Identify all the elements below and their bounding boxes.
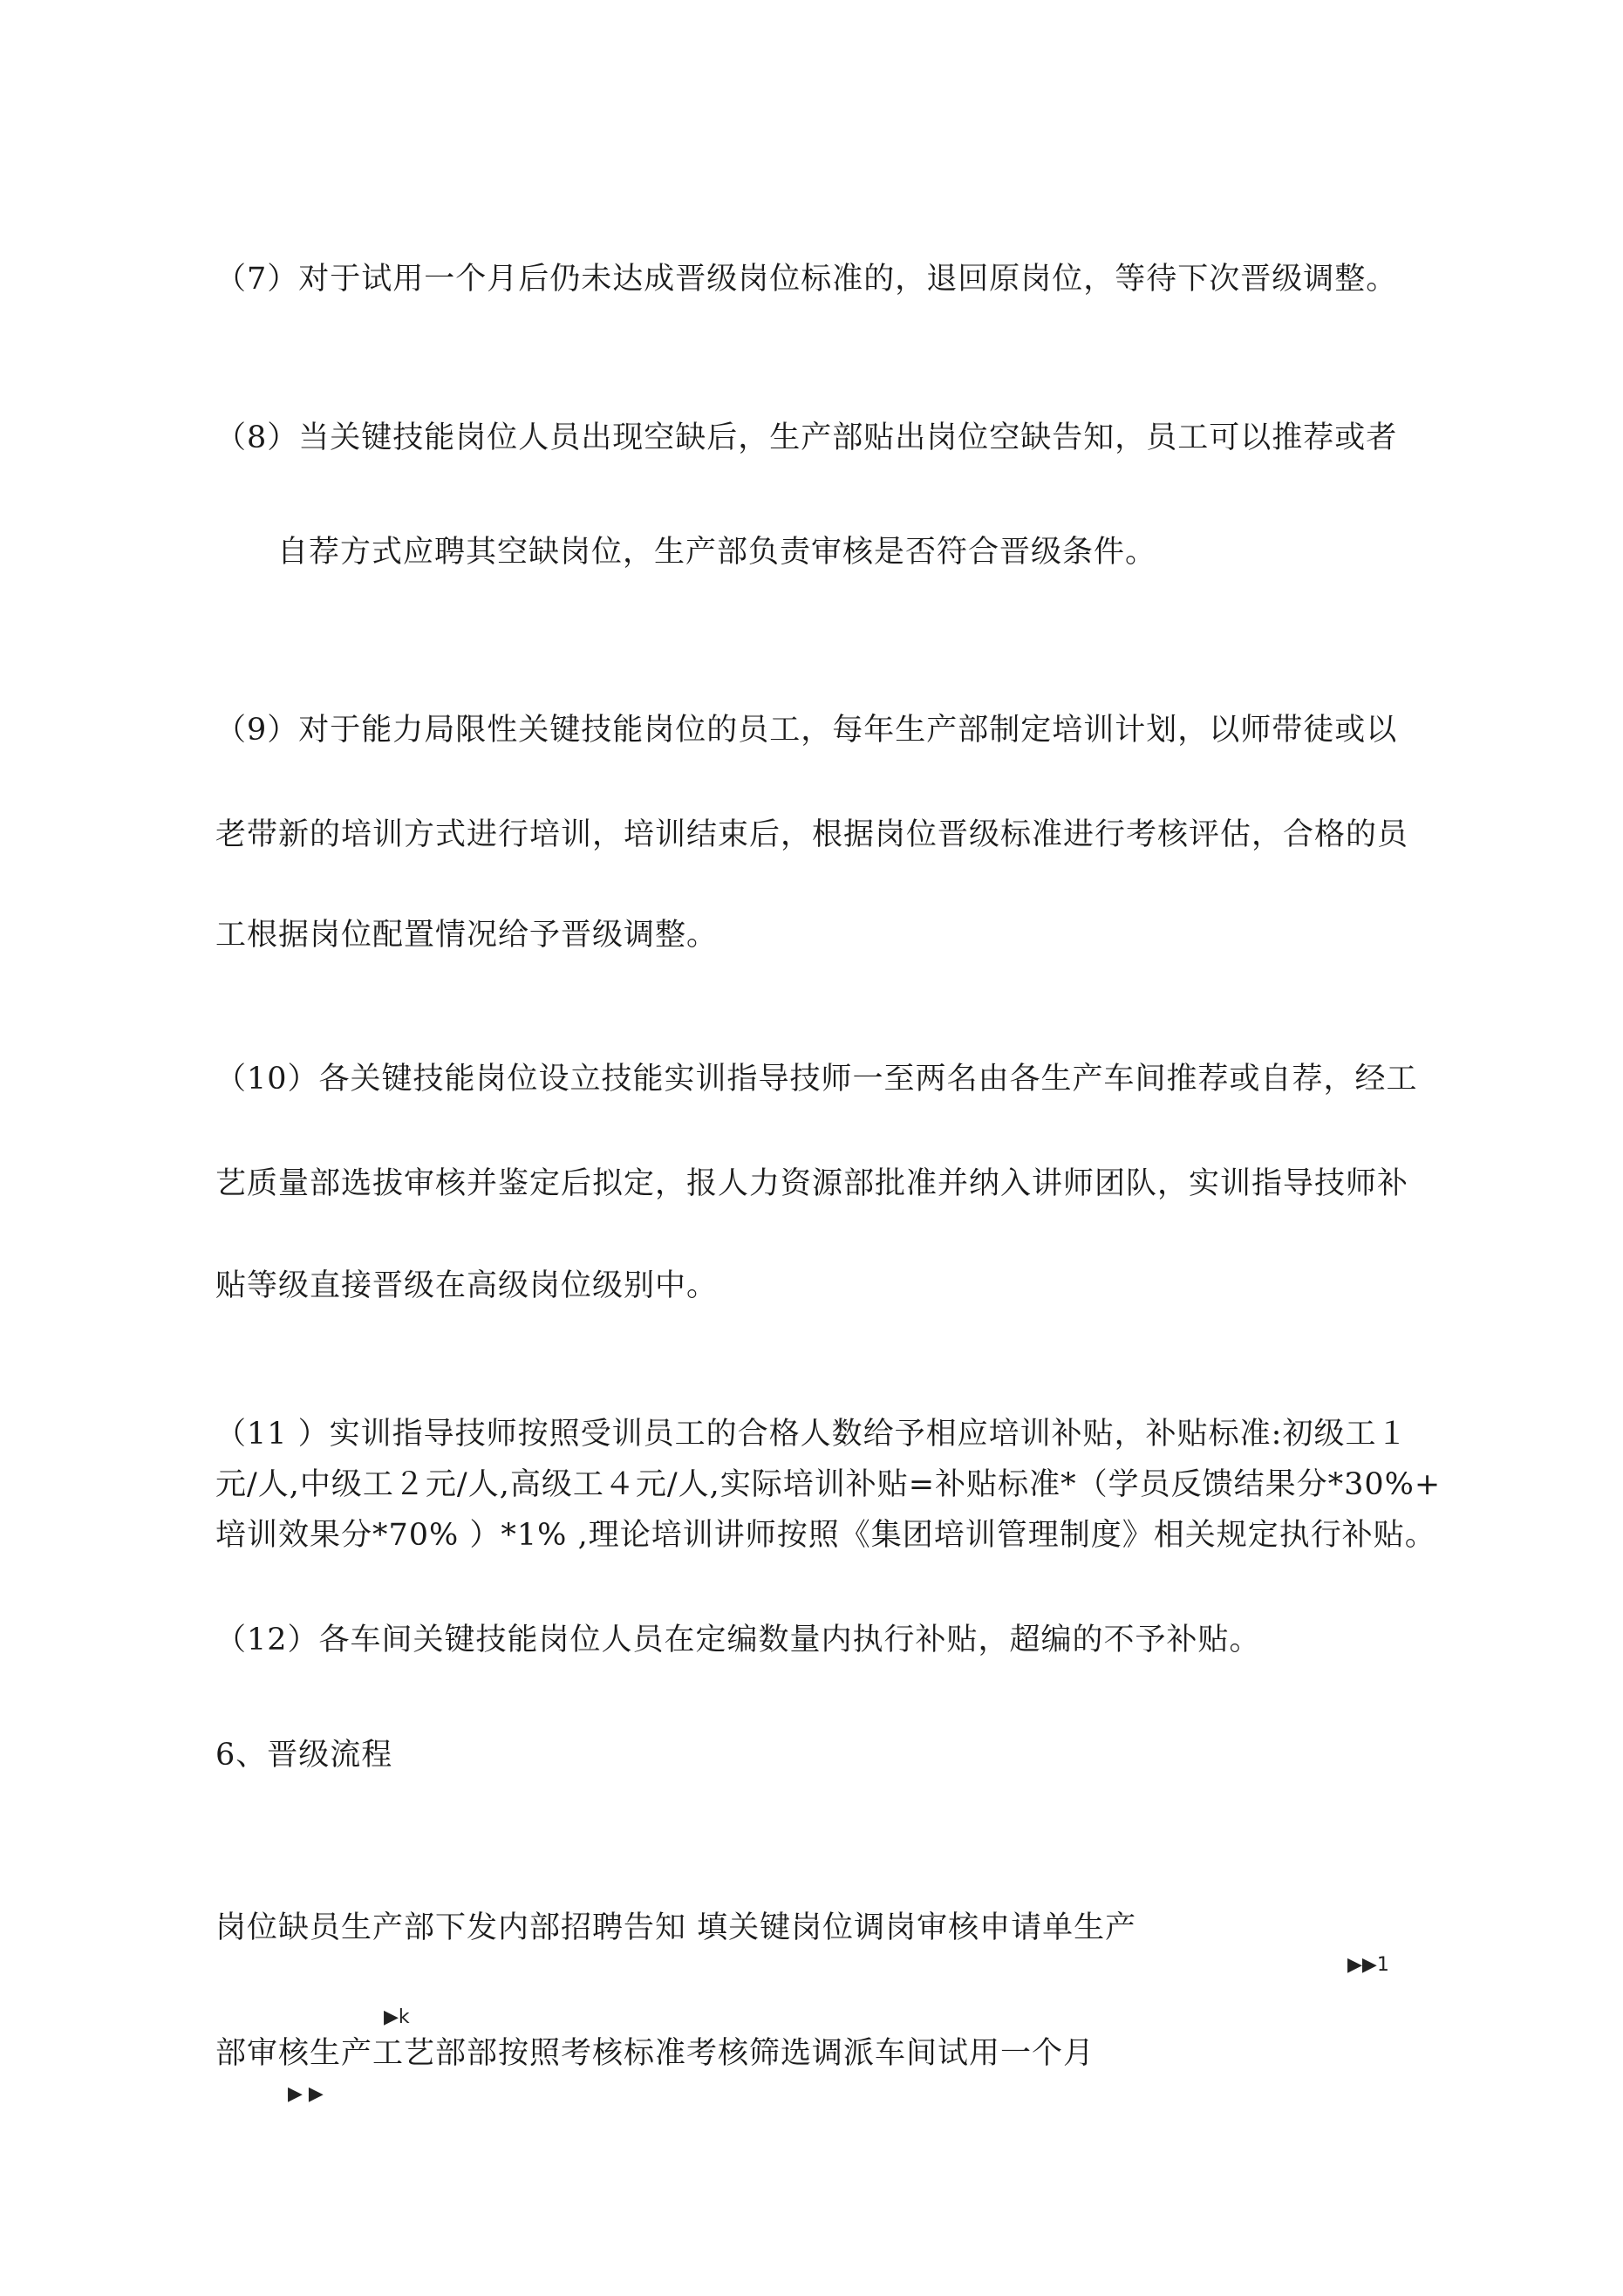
section-6-heading: 6、晋级流程 (215, 1738, 393, 1773)
paragraph-9-line-1: （9）对于能力局限性关键技能岗位的员工，每年生产部制定培训计划，以师带徒或以 (215, 713, 1398, 748)
paragraph-11-line-1: （11 ）实训指导技师按照受训员工的合格人数给予相应培训补贴，补贴标准:初级工１ (215, 1417, 1408, 1452)
paragraph-7-line-1: （7）对于试用一个月后仍未达成晋级岗位标准的，退回原岗位，等待下次晋级调整。 (215, 262, 1398, 297)
paragraph-10-line-1: （10）各关键技能岗位设立技能实训指导技师一至两名由各生产车间推荐或自荐，经工 (215, 1062, 1418, 1097)
flow-arrow-marker-k: ▶k (384, 2006, 410, 2028)
paragraph-10-line-2: 艺质量部选拔审核并鉴定后拟定，报人力资源部批准并纳入讲师团队，实训指导技师补 (215, 1166, 1409, 1201)
paragraph-12-line-1: （12）各车间关键技能岗位人员在定编数量内执行补贴，超编的不予补贴。 (215, 1623, 1261, 1657)
flow-arrow-marker-bottom: ▶ ▶ (288, 2083, 324, 2105)
paragraph-9-line-3: 工根据岗位配置情况给予晋级调整。 (215, 918, 719, 953)
paragraph-11-line-3: 培训效果分*70% ）*1% ,理论培训讲师按照《集团培训管理制度》相关规定执行补贴。 (215, 1518, 1436, 1553)
paragraph-11-line-2: 元/人,中级工２元/人,高级工４元/人,实际培训补贴=补贴标准*（学员反馈结果分*30%+ (215, 1467, 1442, 1502)
flow-arrow-marker-right: ▶▶1 (1347, 1954, 1389, 1976)
paragraph-8-line-1: （8）当关键技能岗位人员出现空缺后，生产部贴出岗位空缺告知，员工可以推荐或者 (215, 420, 1398, 455)
flow-text-line-1: 岗位缺员生产部下发内部招聘告知 填关键岗位调岗审核申请单生产 (215, 1910, 1137, 1945)
paragraph-8-line-2: 自荐方式应聘其空缺岗位，生产部负责审核是否符合晋级条件。 (277, 535, 1157, 570)
flow-text-line-2: 部审核生产工艺部部按照考核标准考核筛选调派车间试用一个月 (215, 2036, 1095, 2071)
paragraph-9-line-2: 老带新的培训方式进行培训，培训结束后，根据岗位晋级标准进行考核评估，合格的员 (215, 817, 1409, 852)
paragraph-10-line-3: 贴等级直接晋级在高级岗位级别中。 (215, 1268, 719, 1303)
